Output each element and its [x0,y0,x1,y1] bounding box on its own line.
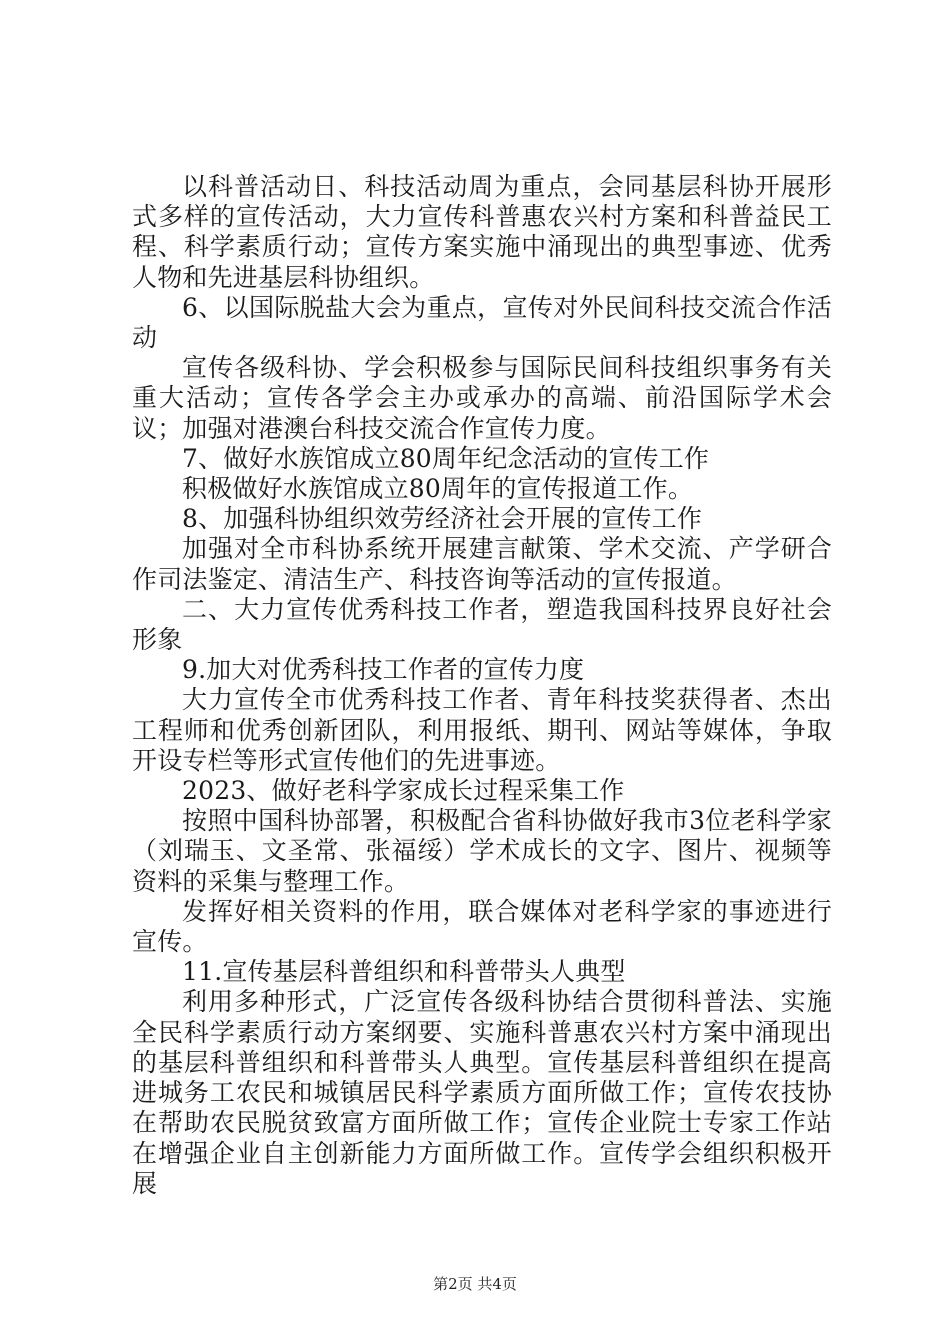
section-heading: 9.加大对优秀科技工作者的宣传力度 [182,655,585,685]
document-body [132,172,832,1199]
paragraph: 宣传各级科协、学会积极参与国际民间科技组织事务有关重大活动；宣传各学会主办或承办的高端、前沿国际学术会议；加强对港澳台科技交流合作宣传力度。 [132,353,832,443]
paragraph: 发挥好相关资料的作用，联合媒体对老科学家的事迹进行宣传。 [132,896,832,957]
section-heading: 7、做好水族馆成立80周年纪念活动的宣传工作 [182,443,710,473]
paragraph: 加强对全市科协系统开展建言献策、学术交流、产学研合作司法鉴定、清洁生产、科技咨询等活动的宣传报道。 [132,534,832,594]
section-heading: 6、以国际脱盐大会为重点，宣传对外民间科技交流合作活动 [132,292,832,353]
paragraph: 积极做好水族馆成立80周年的宣传报道工作。 [182,474,694,504]
section-heading: 二、大力宣传优秀科技工作者，塑造我国科技界良好社会形象 [132,594,832,655]
paragraph: 以科普活动日、科技活动周为重点，会同基层科协开展形式多样的宣传活动，大力宣传科普惠农兴村方案和科普益民工程、科学素质行动；宣传方案实施中涌现出的典型事迹、优秀人物和先进基层科协组织。 [132,172,832,292]
paragraph: 利用多种形式，广泛宣传各级科协结合贯彻科普法、实施全民科学素质行动方案纲要、实施科普惠农兴村方案中涌现出的基层科普组织和科普带头人典型。宣传基层科普组织在提高进城务工农民和城镇居民科学素质方面所做工作；宣传农技协在帮助农民脱贫致富方面所做工作；宣传企业院士专家工作站在增强企业自主创新能力方面所做工作。宣传学会组织积极开展 [132,987,832,1198]
section-heading: 2023、做好老科学家成长过程采集工作 [182,776,625,806]
page-number-footer: 第2页 共4页 [433,1275,517,1293]
section-heading: 8、加强科协组织效劳经济社会开展的宣传工作 [182,504,703,534]
section-heading: 11.宣传基层科普组织和科普带头人典型 [182,957,626,987]
paragraph: 按照中国科协部署，积极配合省科协做好我市3位老科学家（刘瑞玉、文圣常、张福绥）学术成长的文字、图片、视频等资料的采集与整理工作。 [132,806,832,896]
paragraph: 大力宣传全市优秀科技工作者、青年科技奖获得者、杰出工程师和优秀创新团队，利用报纸、期刊、网站等媒体，争取开设专栏等形式宣传他们的先进事迹。 [132,685,832,775]
